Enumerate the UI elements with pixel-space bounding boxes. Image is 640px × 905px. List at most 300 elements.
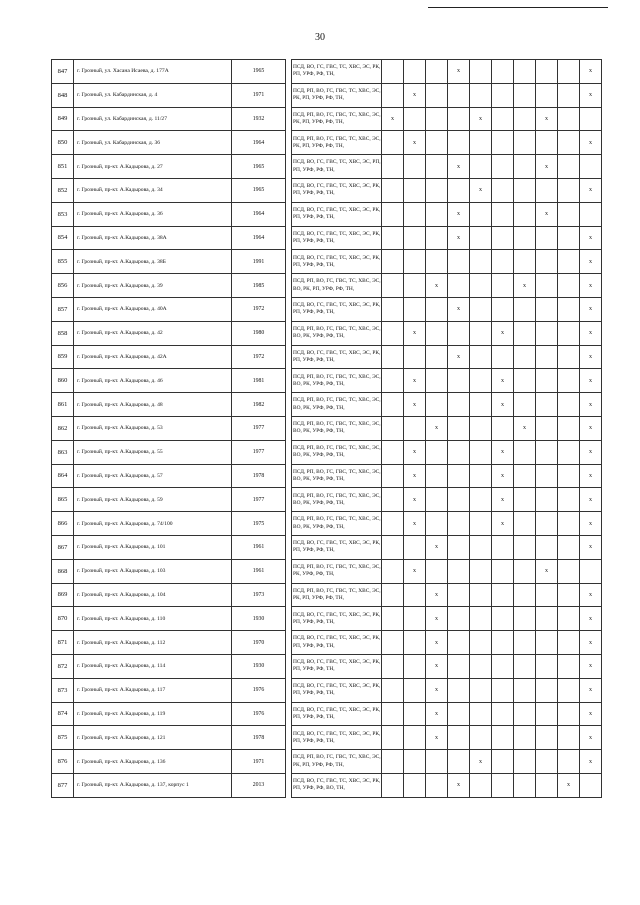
mark-cell (514, 83, 536, 107)
mark-cell (470, 321, 492, 345)
mark-cell (404, 178, 426, 202)
services-cell: ПСД, ВО, ГС, ГВС, ТС, ХВС, ЭС, РК, РП, УРФ, РФ, ТН, (292, 607, 382, 631)
mark-cell (448, 678, 470, 702)
mark-cell (470, 559, 492, 583)
header-rule (428, 7, 608, 8)
mark-cell: x (426, 702, 448, 726)
address-cell: г. Грозный, пр-кт. А.Кадырова, д. 55 (74, 440, 232, 464)
mark-cell (470, 274, 492, 298)
row-number: 857 (52, 297, 74, 321)
mark-cell (382, 750, 404, 774)
row-number: 854 (52, 226, 74, 250)
mark-cell (404, 297, 426, 321)
table-row (52, 583, 602, 607)
mark-cell: x (580, 393, 602, 417)
mark-cell (404, 773, 426, 797)
mark-cell: x (536, 155, 558, 179)
mark-cell (558, 464, 580, 488)
mark-cell (514, 226, 536, 250)
mark-cell (470, 535, 492, 559)
mark-cell (470, 226, 492, 250)
mark-cell (536, 512, 558, 536)
mark-cell (536, 583, 558, 607)
year-cell: 1977 (232, 416, 286, 440)
mark-cell (536, 274, 558, 298)
mark-cell: x (448, 773, 470, 797)
mark-cell (470, 631, 492, 655)
mark-cell (470, 512, 492, 536)
row-number: 864 (52, 464, 74, 488)
mark-cell (448, 750, 470, 774)
mark-cell (558, 60, 580, 84)
mark-cell (514, 535, 536, 559)
mark-cell (470, 393, 492, 417)
mark-cell (492, 726, 514, 750)
mark-cell (536, 83, 558, 107)
services-cell: ПСД, ВО, ГС, ГВС, ТС, ХВС, ЭС, РК, РП, УРФ, РФ, ТН, (292, 60, 382, 84)
row-number: 847 (52, 60, 74, 84)
mark-cell: x (448, 60, 470, 84)
services-cell: ПСД, ВО, ГС, ГВС, ТС, ХВС, ЭС, РК, РП, УРФ, РФ, ТН, (292, 535, 382, 559)
mark-cell (536, 250, 558, 274)
mark-cell (492, 178, 514, 202)
mark-cell (404, 583, 426, 607)
mark-cell (514, 678, 536, 702)
year-cell: 1976 (232, 678, 286, 702)
mark-cell (470, 654, 492, 678)
table-row (52, 107, 602, 131)
mark-cell (470, 607, 492, 631)
mark-cell (470, 702, 492, 726)
mark-cell (470, 773, 492, 797)
mark-cell (470, 678, 492, 702)
row-number: 865 (52, 488, 74, 512)
mark-cell: x (580, 131, 602, 155)
table-row (52, 607, 602, 631)
mark-cell: x (470, 750, 492, 774)
mark-cell (382, 535, 404, 559)
mark-cell (558, 583, 580, 607)
mark-cell (536, 297, 558, 321)
mark-cell (536, 702, 558, 726)
mark-cell (514, 107, 536, 131)
year-cell: 1961 (232, 559, 286, 583)
year-cell: 1975 (232, 512, 286, 536)
mark-cell (514, 631, 536, 655)
mark-cell: x (580, 83, 602, 107)
mark-cell (426, 202, 448, 226)
row-number: 851 (52, 155, 74, 179)
mark-cell (492, 654, 514, 678)
mark-cell (470, 250, 492, 274)
mark-cell (382, 178, 404, 202)
mark-cell (536, 60, 558, 84)
address-cell: г. Грозный, пр-кт. А.Кадырова, д. 114 (74, 654, 232, 678)
mark-cell (470, 369, 492, 393)
mark-cell: x (580, 702, 602, 726)
mark-cell (382, 559, 404, 583)
mark-cell (514, 702, 536, 726)
mark-cell (536, 440, 558, 464)
mark-cell: x (580, 226, 602, 250)
year-cell: 1972 (232, 345, 286, 369)
mark-cell: x (404, 488, 426, 512)
mark-cell: x (580, 464, 602, 488)
table-row (52, 726, 602, 750)
year-cell: 1977 (232, 488, 286, 512)
mark-cell (448, 321, 470, 345)
mark-cell (426, 345, 448, 369)
mark-cell: x (580, 607, 602, 631)
services-cell: ПСД, ВО, ГС, ГВС, ТС, ХВС, ЭС, РК, РП, УРФ, РФ, ВО, ТН, (292, 773, 382, 797)
mark-cell (404, 678, 426, 702)
mark-cell: x (404, 131, 426, 155)
mark-cell (558, 678, 580, 702)
mark-cell (558, 654, 580, 678)
mark-cell (448, 440, 470, 464)
mark-cell: x (492, 369, 514, 393)
mark-cell (492, 535, 514, 559)
year-cell: 1978 (232, 464, 286, 488)
mark-cell (448, 369, 470, 393)
year-cell: 1991 (232, 250, 286, 274)
mark-cell (404, 535, 426, 559)
mark-cell (514, 773, 536, 797)
address-cell: г. Грозный, пр-кт. А.Кадырова, д. 74/100 (74, 512, 232, 536)
mark-cell (382, 631, 404, 655)
mark-cell: x (426, 535, 448, 559)
mark-cell (382, 583, 404, 607)
mark-cell: x (404, 321, 426, 345)
table-body (52, 60, 602, 798)
services-cell: ПСД, ВО, ГС, ГВС, ТС, ХВС, ЭС, РК, РП, УРФ, РФ, ТН, (292, 654, 382, 678)
year-cell: 1982 (232, 393, 286, 417)
mark-cell (558, 250, 580, 274)
mark-cell (514, 321, 536, 345)
year-cell: 1972 (232, 297, 286, 321)
address-cell: г. Грозный, пр-кт. А.Кадырова, д. 121 (74, 726, 232, 750)
mark-cell (404, 726, 426, 750)
table-row (52, 654, 602, 678)
year-cell: 1980 (232, 321, 286, 345)
services-cell: ПСД, ВО, ГС, ГВС, ТС, ХВС, ЭС, РП, РП, УРФ, РФ, ТН, (292, 155, 382, 179)
year-cell: 1965 (232, 60, 286, 84)
mark-cell: x (492, 321, 514, 345)
row-number: 874 (52, 702, 74, 726)
mark-cell (558, 202, 580, 226)
mark-cell (382, 416, 404, 440)
mark-cell (514, 250, 536, 274)
table-row (52, 773, 602, 797)
mark-cell (448, 131, 470, 155)
row-number: 869 (52, 583, 74, 607)
mark-cell: x (426, 654, 448, 678)
mark-cell: x (426, 678, 448, 702)
mark-cell: x (426, 416, 448, 440)
mark-cell (580, 202, 602, 226)
year-cell: 1971 (232, 750, 286, 774)
mark-cell: x (580, 297, 602, 321)
row-number: 850 (52, 131, 74, 155)
mark-cell (536, 654, 558, 678)
mark-cell (470, 464, 492, 488)
mark-cell: x (580, 488, 602, 512)
table-row (52, 393, 602, 417)
mark-cell: x (404, 393, 426, 417)
mark-cell: x (426, 583, 448, 607)
mark-cell (558, 107, 580, 131)
mark-cell (404, 274, 426, 298)
row-number: 860 (52, 369, 74, 393)
table-row (52, 440, 602, 464)
mark-cell (382, 60, 404, 84)
mark-cell (558, 274, 580, 298)
mark-cell (382, 773, 404, 797)
table-row (52, 678, 602, 702)
mark-cell (492, 631, 514, 655)
mark-cell (514, 512, 536, 536)
mark-cell (404, 250, 426, 274)
mark-cell (448, 726, 470, 750)
mark-cell: x (580, 345, 602, 369)
mark-cell (492, 702, 514, 726)
mark-cell: x (580, 250, 602, 274)
row-number: 861 (52, 393, 74, 417)
mark-cell (404, 107, 426, 131)
year-cell: 1930 (232, 654, 286, 678)
mark-cell: x (580, 60, 602, 84)
address-cell: г. Грозный, пр-кт. А.Кадырова, д. 27 (74, 155, 232, 179)
mark-cell (558, 702, 580, 726)
mark-cell (514, 369, 536, 393)
mark-cell (492, 60, 514, 84)
services-cell: ПСД, РП, ВО, ГС, ГВС, ТС, ХВС, ЭС, ВО, РК, УРФ, РФ, ТН, (292, 440, 382, 464)
address-cell: г. Грозный, пр-кт. А.Кадырова, д. 39 (74, 274, 232, 298)
mark-cell: x (580, 726, 602, 750)
mark-cell: x (470, 178, 492, 202)
services-cell: ПСД, ВО, ГС, ГВС, ТС, ХВС, ЭС, РК, РП, УРФ, РФ, ТН, (292, 250, 382, 274)
services-cell: ПСД, ВО, ГС, ГВС, ТС, ХВС, ЭС, РК, РП, УРФ, РФ, ТН, (292, 226, 382, 250)
mark-cell: x (404, 83, 426, 107)
mark-cell (492, 131, 514, 155)
mark-cell (514, 726, 536, 750)
mark-cell: x (492, 512, 514, 536)
mark-cell (536, 226, 558, 250)
mark-cell (470, 83, 492, 107)
mark-cell (404, 155, 426, 179)
mark-cell (448, 464, 470, 488)
services-cell: ПСД, ВО, ГС, ГВС, ТС, ХВС, ЭС, РК, РП, УРФ, РФ, ТН, (292, 202, 382, 226)
mark-cell (558, 345, 580, 369)
address-cell: г. Грозный, пр-кт. А.Кадырова, д. 101 (74, 535, 232, 559)
year-cell: 1985 (232, 274, 286, 298)
mark-cell (492, 607, 514, 631)
mark-cell: x (470, 107, 492, 131)
mark-cell (492, 202, 514, 226)
table-row (52, 345, 602, 369)
mark-cell (448, 83, 470, 107)
mark-cell (404, 226, 426, 250)
mark-cell (382, 393, 404, 417)
address-cell: г. Грозный, пр-кт. А.Кадырова, д. 53 (74, 416, 232, 440)
mark-cell (426, 60, 448, 84)
services-cell: ПСД, РП, ВО, ГС, ГВС, ТС, ХВС, ЭС, РК, РП, УРФ, РФ, ТН, (292, 83, 382, 107)
services-cell: ПСД, ВО, ГС, ГВС, ТС, ХВС, ЭС, РК, РП, УРФ, РФ, ТН, (292, 702, 382, 726)
mark-cell (558, 178, 580, 202)
table-row (52, 559, 602, 583)
table-row (52, 131, 602, 155)
mark-cell: x (404, 440, 426, 464)
mark-cell: x (492, 488, 514, 512)
mark-cell (514, 60, 536, 84)
services-cell: ПСД, ВО, ГС, ГВС, ТС, ХВС, ЭС, РК, РП, УРФ, РФ, ТН, (292, 297, 382, 321)
mark-cell (492, 416, 514, 440)
mark-cell (404, 416, 426, 440)
mark-cell (382, 702, 404, 726)
year-cell: 1932 (232, 107, 286, 131)
mark-cell (580, 773, 602, 797)
year-cell: 1976 (232, 702, 286, 726)
mark-cell (448, 654, 470, 678)
mark-cell (426, 321, 448, 345)
table-row (52, 488, 602, 512)
services-cell: ПСД, ВО, ГС, ГВС, ТС, ХВС, ЭС, РК, РП, УРФ, РФ, ТН, (292, 726, 382, 750)
mark-cell (470, 416, 492, 440)
mark-cell (558, 369, 580, 393)
mark-cell: x (580, 654, 602, 678)
mark-cell (426, 107, 448, 131)
mark-cell (514, 654, 536, 678)
mark-cell (448, 559, 470, 583)
mark-cell (492, 107, 514, 131)
services-cell: ПСД, РП, ВО, ГС, ГВС, ТС, ХВС, ЭС, ВО, РК, УРФ, РФ, ТН, (292, 393, 382, 417)
year-cell: 1964 (232, 202, 286, 226)
address-cell: г. Грозный, пр-кт. А.Кадырова, д. 104 (74, 583, 232, 607)
table-row (52, 369, 602, 393)
mark-cell (448, 631, 470, 655)
address-cell: г. Грозный, пр-кт. А.Кадырова, д. 57 (74, 464, 232, 488)
mark-cell (536, 535, 558, 559)
row-number: 877 (52, 773, 74, 797)
mark-cell: x (404, 464, 426, 488)
mark-cell: x (426, 726, 448, 750)
mark-cell: x (382, 107, 404, 131)
row-number: 859 (52, 345, 74, 369)
mark-cell (448, 488, 470, 512)
mark-cell (470, 345, 492, 369)
table-row (52, 178, 602, 202)
table-row (52, 512, 602, 536)
address-cell: г. Грозный, пр-кт. А.Кадырова, д. 137, корпус 1 (74, 773, 232, 797)
mark-cell (426, 750, 448, 774)
year-cell: 1961 (232, 535, 286, 559)
mark-cell (536, 131, 558, 155)
table-row (52, 60, 602, 84)
mark-cell (492, 678, 514, 702)
mark-cell: x (580, 512, 602, 536)
mark-cell (536, 345, 558, 369)
mark-cell: x (580, 631, 602, 655)
year-cell: 1977 (232, 440, 286, 464)
mark-cell (470, 583, 492, 607)
mark-cell (470, 488, 492, 512)
table-row (52, 274, 602, 298)
mark-cell (492, 583, 514, 607)
mark-cell (558, 416, 580, 440)
mark-cell (514, 750, 536, 774)
row-number: 853 (52, 202, 74, 226)
mark-cell (514, 559, 536, 583)
mark-cell: x (580, 178, 602, 202)
mark-cell (536, 178, 558, 202)
mark-cell (382, 345, 404, 369)
mark-cell (514, 607, 536, 631)
mark-cell: x (426, 631, 448, 655)
address-cell: г. Грозный, пр-кт. А.Кадырова, д. 136 (74, 750, 232, 774)
address-cell: г. Грозный, пр-кт. А.Кадырова, д. 34 (74, 178, 232, 202)
row-number: 870 (52, 607, 74, 631)
year-cell: 1964 (232, 131, 286, 155)
address-cell: г. Грозный, пр-кт. А.Кадырова, д. 36 (74, 202, 232, 226)
table-row (52, 702, 602, 726)
address-cell: г. Грозный, ул. Кабардинская, д. 36 (74, 131, 232, 155)
mark-cell: x (404, 512, 426, 536)
mark-cell: x (448, 345, 470, 369)
mark-cell: x (514, 416, 536, 440)
table-row (52, 535, 602, 559)
table-row (52, 155, 602, 179)
mark-cell: x (404, 559, 426, 583)
row-number: 852 (52, 178, 74, 202)
mark-cell: x (448, 155, 470, 179)
mark-cell (558, 607, 580, 631)
mark-cell (448, 583, 470, 607)
mark-cell: x (492, 440, 514, 464)
mark-cell (426, 440, 448, 464)
mark-cell: x (514, 274, 536, 298)
mark-cell: x (536, 202, 558, 226)
housing-registry-table (51, 59, 602, 798)
row-number: 855 (52, 250, 74, 274)
mark-cell (426, 369, 448, 393)
mark-cell (426, 155, 448, 179)
address-cell: г. Грозный, ул. Хасана Исаева, д. 177А (74, 60, 232, 84)
row-number: 849 (52, 107, 74, 131)
mark-cell (492, 750, 514, 774)
mark-cell (514, 488, 536, 512)
mark-cell (558, 726, 580, 750)
mark-cell (536, 488, 558, 512)
row-number: 862 (52, 416, 74, 440)
mark-cell (492, 345, 514, 369)
mark-cell: x (580, 416, 602, 440)
row-number: 876 (52, 750, 74, 774)
table-row (52, 750, 602, 774)
row-number: 858 (52, 321, 74, 345)
mark-cell (492, 155, 514, 179)
mark-cell (448, 178, 470, 202)
mark-cell (382, 274, 404, 298)
mark-cell: x (580, 440, 602, 464)
table-row (52, 226, 602, 250)
year-cell: 1930 (232, 607, 286, 631)
year-cell: 1973 (232, 583, 286, 607)
row-number: 863 (52, 440, 74, 464)
mark-cell: x (448, 226, 470, 250)
mark-cell (492, 250, 514, 274)
mark-cell (558, 83, 580, 107)
mark-cell (426, 512, 448, 536)
